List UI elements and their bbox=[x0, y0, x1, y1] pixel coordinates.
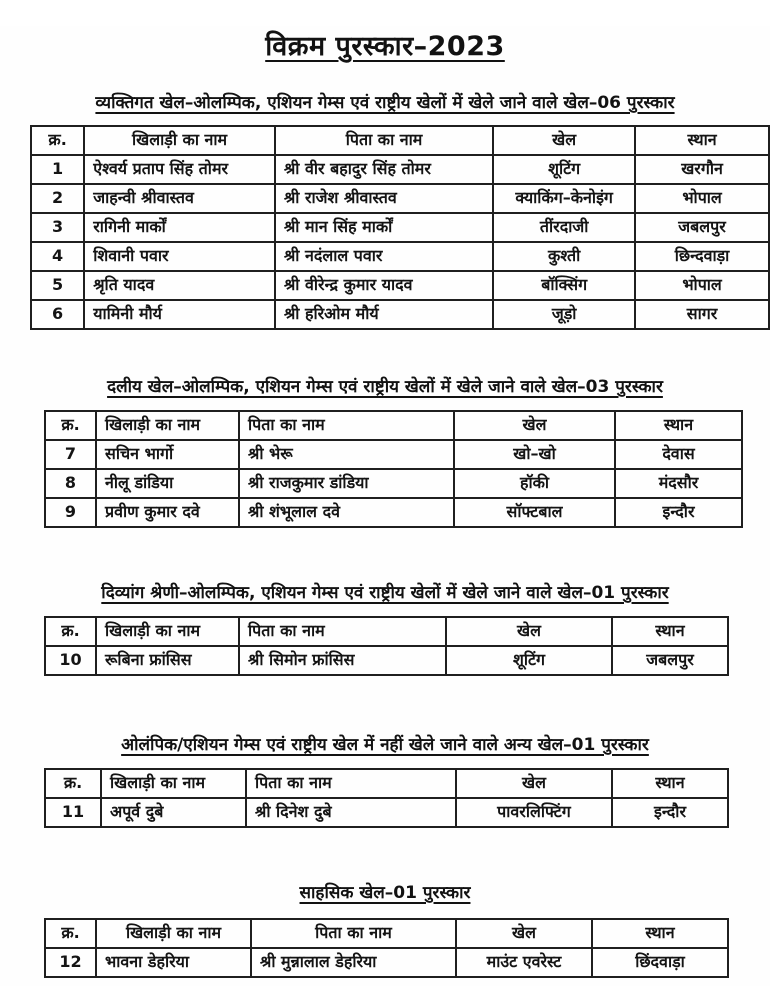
table-cell: देवास bbox=[615, 440, 742, 469]
table-cell: भोपाल bbox=[635, 271, 769, 300]
column-header: पिता का नाम bbox=[239, 411, 454, 440]
column-header: खिलाड़ी का नाम bbox=[84, 126, 275, 155]
table-header-row bbox=[31, 126, 769, 155]
section-adventure-sports bbox=[0, 880, 770, 978]
table-header-row bbox=[45, 919, 728, 948]
column-header: स्थान bbox=[592, 919, 728, 948]
table-cell: तींरदाजी bbox=[493, 213, 635, 242]
table-cell: श्री भेरू bbox=[239, 440, 454, 469]
table-row bbox=[45, 440, 742, 469]
column-header: खेल bbox=[456, 919, 592, 948]
table-cell: अपूर्व दुबे bbox=[101, 798, 246, 827]
awards-table-team bbox=[44, 410, 743, 528]
column-header: स्थान bbox=[615, 411, 742, 440]
table-cell: इन्दौर bbox=[615, 498, 742, 527]
column-header: क्र. bbox=[45, 919, 96, 948]
column-header: पिता का नाम bbox=[251, 919, 456, 948]
table-cell: श्री सिमोन फ्रांसिस bbox=[239, 646, 446, 675]
page-title: विक्रम पुरस्कार–2023 bbox=[265, 31, 505, 62]
column-header: खिलाड़ी का नाम bbox=[96, 411, 239, 440]
table-cell: खो–खो bbox=[454, 440, 615, 469]
table-cell: प्रवीण कुमार दवे bbox=[96, 498, 239, 527]
table-cell: श्री वीर बहादुर सिंह तोमर bbox=[275, 155, 493, 184]
table-cell: श्री शंभूलाल दवे bbox=[239, 498, 454, 527]
table-cell: यामिनी मौर्य bbox=[84, 300, 275, 329]
table-cell: इन्दौर bbox=[612, 798, 728, 827]
table-header-row bbox=[45, 769, 728, 798]
section-individual-sports bbox=[0, 90, 770, 330]
table-cell: रूबिना फ्रांसिस bbox=[96, 646, 239, 675]
section-heading: ओलंपिक/एशियन गेम्स एवं राष्ट्रीय खेल में नहीं खेले जाने वाले अन्य खेल–01 पुरस्कार bbox=[121, 735, 649, 755]
column-header: पिता का नाम bbox=[239, 617, 446, 646]
awards-table-adventure bbox=[44, 918, 729, 978]
table-cell: श्री हरिओम मौर्य bbox=[275, 300, 493, 329]
table-cell: शूटिंग bbox=[493, 155, 635, 184]
awards-table-divyang bbox=[44, 616, 729, 676]
table-cell: हॉकी bbox=[454, 469, 615, 498]
column-header: खेल bbox=[456, 769, 612, 798]
table-cell: 7 bbox=[45, 440, 96, 469]
table-cell: जबलपुर bbox=[635, 213, 769, 242]
column-header: पिता का नाम bbox=[246, 769, 456, 798]
table-cell: जूड़ो bbox=[493, 300, 635, 329]
table-cell: श्री राजेश श्रीवास्तव bbox=[275, 184, 493, 213]
table-cell: श्री नदंलाल पवार bbox=[275, 242, 493, 271]
table-cell: श्री वीरेन्द्र कुमार यादव bbox=[275, 271, 493, 300]
table-cell: पावरलिफ्टिंग bbox=[456, 798, 612, 827]
table-cell: 8 bbox=[45, 469, 96, 498]
section-team-sports bbox=[0, 374, 770, 528]
column-header: क्र. bbox=[31, 126, 84, 155]
section-heading: साहसिक खेल–01 पुरस्कार bbox=[299, 883, 471, 903]
section-heading: व्यक्तिगत खेल–ओलम्पिक, एशियन गेम्स एवं राष्ट्रीय खेलों में खेले जाने वाले खेल–06 पुरस्कार bbox=[95, 93, 675, 113]
table-cell: 3 bbox=[31, 213, 84, 242]
table-cell: भोपाल bbox=[635, 184, 769, 213]
table-cell: 1 bbox=[31, 155, 84, 184]
table-cell: शिवानी पवार bbox=[84, 242, 275, 271]
table-cell: रागिनी मार्कों bbox=[84, 213, 275, 242]
column-header: स्थान bbox=[635, 126, 769, 155]
table-cell: श्री मान सिंह मार्कों bbox=[275, 213, 493, 242]
table-cell: छिंदवाड़ा bbox=[592, 948, 728, 977]
table-header-row bbox=[45, 617, 728, 646]
table-cell: सॉफ्टबाल bbox=[454, 498, 615, 527]
table-cell: 11 bbox=[45, 798, 101, 827]
table-row bbox=[45, 948, 728, 977]
table-cell: 9 bbox=[45, 498, 96, 527]
awards-table-other bbox=[44, 768, 729, 828]
table-cell: ऐश्वर्य प्रताप सिंह तोमर bbox=[84, 155, 275, 184]
table-row bbox=[45, 498, 742, 527]
table-row bbox=[45, 646, 728, 675]
table-cell: श्री दिनेश दुबे bbox=[246, 798, 456, 827]
column-header: क्र. bbox=[45, 769, 101, 798]
column-header: क्र. bbox=[45, 411, 96, 440]
table-cell: जबलपुर bbox=[612, 646, 728, 675]
table-cell: माउंट एवरेस्ट bbox=[456, 948, 592, 977]
section-heading: दिव्यांग श्रेणी–ओलम्पिक, एशियन गेम्स एवं राष्ट्रीय खेलों में खेले जाने वाले खेल–01 पुरस्कार bbox=[101, 583, 669, 603]
table-cell: जाहन्वी श्रीवास्तव bbox=[84, 184, 275, 213]
table-cell: मंदसौर bbox=[615, 469, 742, 498]
column-header: खिलाड़ी का नाम bbox=[101, 769, 246, 798]
table-cell: 2 bbox=[31, 184, 84, 213]
column-header: खेल bbox=[446, 617, 612, 646]
table-cell: 10 bbox=[45, 646, 96, 675]
table-row bbox=[31, 242, 769, 271]
table-cell: 12 bbox=[45, 948, 96, 977]
table-cell: 6 bbox=[31, 300, 84, 329]
column-header: स्थान bbox=[612, 769, 728, 798]
section-divyang-category bbox=[0, 580, 770, 676]
table-cell: बॉक्सिंग bbox=[493, 271, 635, 300]
column-header: खिलाड़ी का नाम bbox=[96, 919, 251, 948]
column-header: खेल bbox=[493, 126, 635, 155]
column-header: खेल bbox=[454, 411, 615, 440]
table-cell: छिन्दवाड़ा bbox=[635, 242, 769, 271]
column-header: पिता का नाम bbox=[275, 126, 493, 155]
awards-table-individual bbox=[30, 125, 770, 330]
table-row bbox=[31, 184, 769, 213]
table-cell: खरगौन bbox=[635, 155, 769, 184]
table-row bbox=[31, 213, 769, 242]
table-cell: क्याकिंग–केनोइंग bbox=[493, 184, 635, 213]
table-row bbox=[31, 155, 769, 184]
table-row bbox=[31, 300, 769, 329]
table-cell: कुश्ती bbox=[493, 242, 635, 271]
table-cell: श्री राजकुमार डांडिया bbox=[239, 469, 454, 498]
table-row bbox=[31, 271, 769, 300]
table-row bbox=[45, 469, 742, 498]
section-heading: दलीय खेल–ओलम्पिक, एशियन गेम्स एवं राष्ट्रीय खेलों में खेले जाने वाले खेल–03 पुरस्कार bbox=[107, 377, 663, 397]
table-cell: श्रृति यादव bbox=[84, 271, 275, 300]
table-header-row bbox=[45, 411, 742, 440]
table-row bbox=[45, 798, 728, 827]
table-cell: सागर bbox=[635, 300, 769, 329]
table-cell: सचिन भार्गो bbox=[96, 440, 239, 469]
column-header: स्थान bbox=[612, 617, 728, 646]
table-cell: श्री मुन्नालाल डेहरिया bbox=[251, 948, 456, 977]
table-cell: 5 bbox=[31, 271, 84, 300]
column-header: क्र. bbox=[45, 617, 96, 646]
table-cell: नीलू डांडिया bbox=[96, 469, 239, 498]
document-page bbox=[0, 26, 770, 986]
section-other-sports bbox=[0, 732, 770, 828]
table-cell: शूटिंग bbox=[446, 646, 612, 675]
table-cell: 4 bbox=[31, 242, 84, 271]
column-header: खिलाड़ी का नाम bbox=[96, 617, 239, 646]
table-cell: भावना डेहरिया bbox=[96, 948, 251, 977]
